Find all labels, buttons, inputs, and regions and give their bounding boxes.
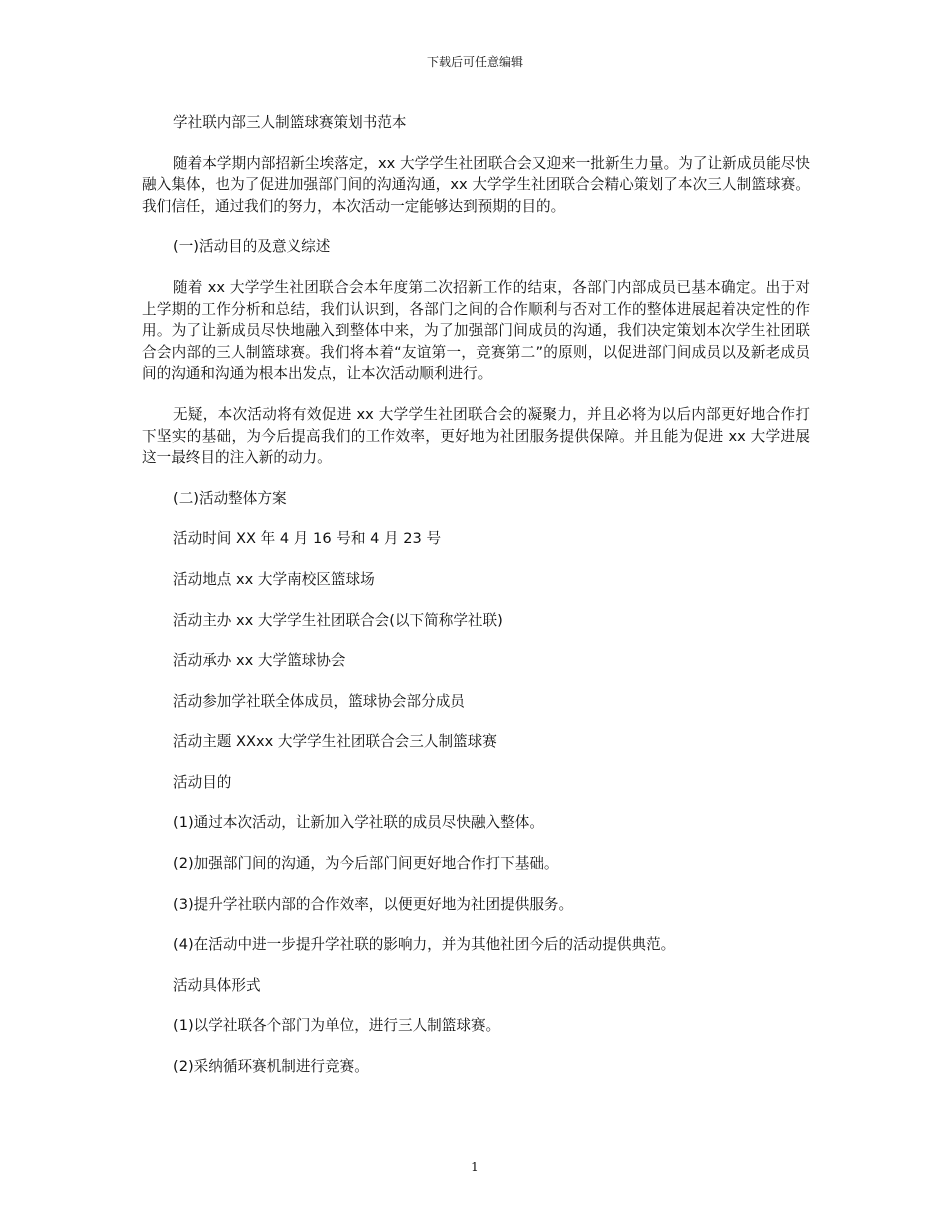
activity-form-heading: 活动具体形式 xyxy=(173,976,261,994)
activity-participants: 活动参加学社联全体成员，篮球协会部分成员 xyxy=(173,692,465,710)
activity-purpose-heading: 活动目的 xyxy=(173,773,232,791)
purpose-overview-paragraph-2: 无疑，本次活动将有效促进 xx 大学学生社团联合会的凝聚力，并且必将为以后内部更好地合作打下坚实的基础，为今后提高我们的工作效率，更好地为社团服务提供保障。并且能为促进 xx 大学进展这一最终目的注入新的动力。 xyxy=(142,405,810,467)
form-item: (2)采纳循环赛机制进行竞赛。 xyxy=(173,1058,369,1076)
section-heading-overall-plan: (二)活动整体方案 xyxy=(173,489,287,507)
purpose-item: (1)通过本次活动，让新加入学社联的成员尽快融入整体。 xyxy=(173,814,544,832)
activity-theme: 活动主题 XXxx 大学学生社团联合会三人制篮球赛 xyxy=(173,733,497,751)
page-header: 下载后可任意编辑 xyxy=(426,55,523,69)
activity-time: 活动时间 XX 年 4 月 16 号和 4 月 23 号 xyxy=(173,530,442,548)
form-item: (1)以学社联各个部门为单位，进行三人制篮球赛。 xyxy=(173,1017,501,1035)
document-body xyxy=(142,112,810,1097)
activity-organizer: 活动承办 xx 大学篮球协会 xyxy=(173,652,346,670)
page-number: 1 xyxy=(471,1160,479,1174)
purpose-item: (3)提升学社联内部的合作效率，以便更好地为社团提供服务。 xyxy=(173,895,574,913)
purpose-item: (4)在活动中进一步提升学社联的影响力，并为其他社团今后的活动提供典范。 xyxy=(173,936,676,954)
purpose-item: (2)加强部门间的沟通，为今后部门间更好地合作打下基础。 xyxy=(173,855,559,873)
section-heading-purpose-overview: (一)活动目的及意义综述 xyxy=(173,238,331,256)
activity-host: 活动主办 xx 大学学生社团联合会(以下简称学社联) xyxy=(173,611,503,629)
activity-place: 活动地点 xx 大学南校区篮球场 xyxy=(173,570,375,588)
intro-paragraph: 随着本学期内部招新尘埃落定，xx 大学学生社团联合会又迎来一批新生力量。为了让新成员能尽快融入集体，也为了促进加强部门间的沟通沟通，xx 大学学生社团联合会精心策划了本次三人制篮球赛。我们信任，通过我们的努力，本次活动一定能够达到预期的目的。 xyxy=(142,154,810,215)
purpose-overview-paragraph-1: 随着 xx 大学学生社团联合会本年度第二次招新工作的结束，各部门内部成员已基本确定。出于对上学期的工作分析和总结，我们认识到，各部门之间的合作顺利与否对工作的整体进展起着决定性的作用。为了让新成员尽快地融入到整体中来，为了加强部门间成员的沟通，我们决定策划本次学生社团联合会内部的三人制篮球赛。我们将本着“友谊第一，竞赛第二”的原则，以促进部门间成员以及新老成员间的沟通和沟通为根本出发点，让本次活动顺利进行。 xyxy=(142,278,810,383)
document-title: 学社联内部三人制篮球赛策划书范本 xyxy=(173,114,407,131)
